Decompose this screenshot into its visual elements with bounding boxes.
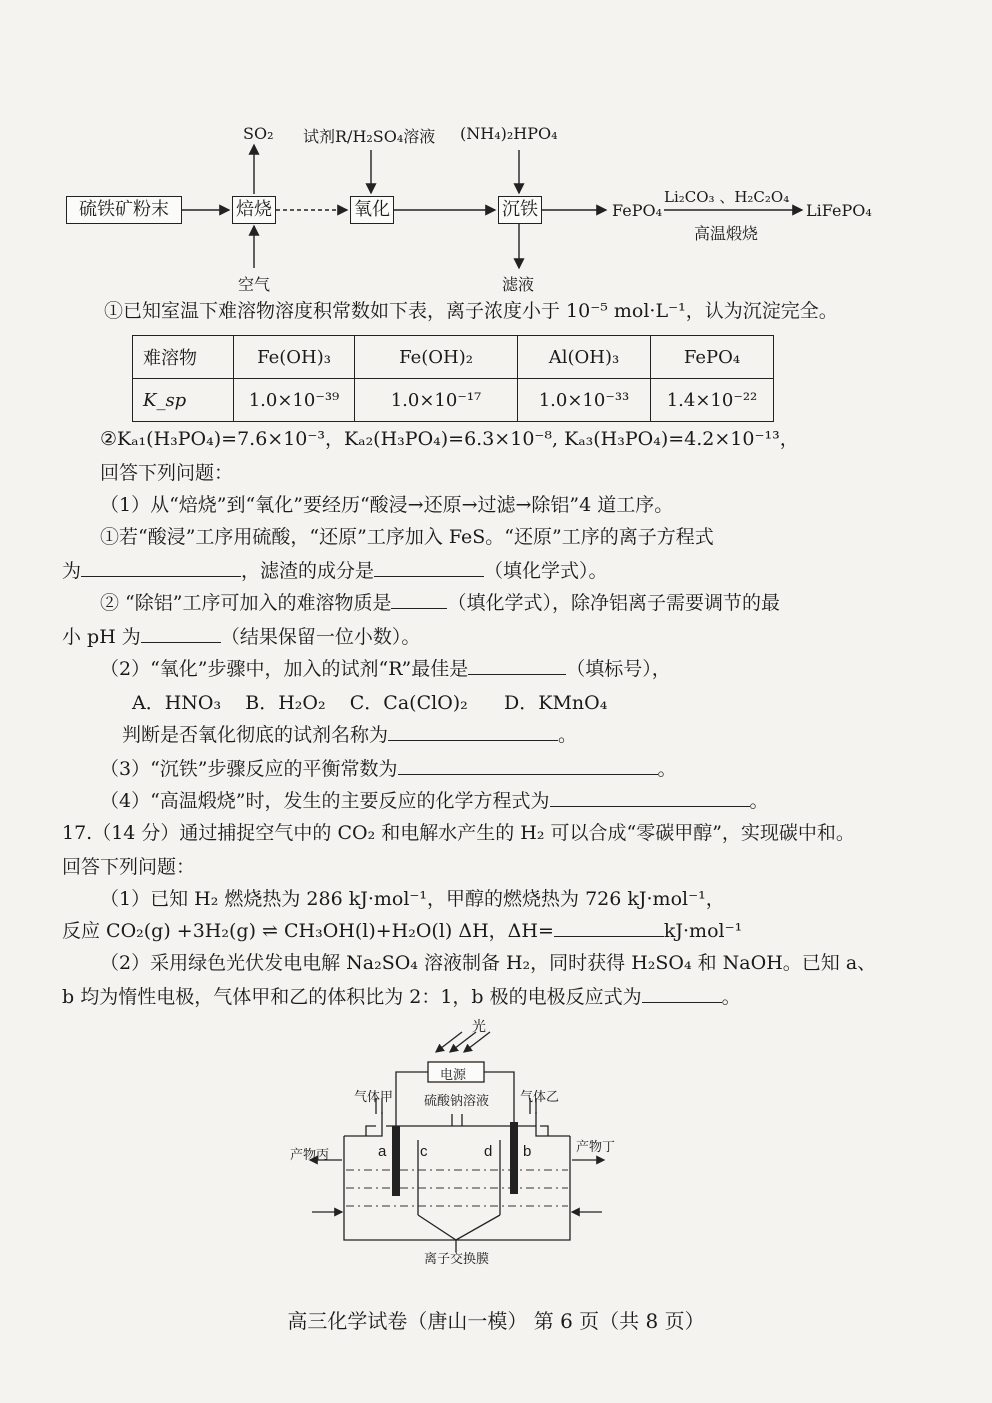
table-cell: 1.4×10⁻²²	[651, 379, 774, 422]
text-fragment: 小 pH 为	[62, 626, 141, 648]
text-fragment: （4）“高温煅烧”时，发生的主要反应的化学方程式为	[100, 790, 550, 812]
note-ka: ②Kₐ₁(H₃PO₄)=7.6×10⁻³，Kₐ₂(H₃PO₄)=6.3×10⁻⁸, Kₐ₃(H₃PO₄)=4.2×10⁻¹³，	[100, 428, 799, 450]
flow-air: 空气	[238, 275, 271, 294]
table-row-label: K_sp	[133, 379, 234, 422]
text-fragment: b 均为惰性电极，气体甲和乙的体积比为 2：1，b 极的电极反应式为	[62, 986, 642, 1008]
product-c-label: 产物丙	[290, 1148, 330, 1163]
light-label: 光	[472, 1019, 486, 1035]
text-fragment: （填标号），	[566, 658, 671, 680]
note-solubility: ①已知室温下难溶物溶度积常数如下表，离子浓度小于 10⁻⁵ mol·L⁻¹，认为沉淀完全。	[104, 300, 838, 322]
text-fragment: 判断是否氧化彻底的试剂名称为	[122, 724, 389, 746]
text-fragment: 。	[749, 790, 769, 812]
solution-label: 硫酸钠溶液	[424, 1094, 490, 1109]
text-line: 回答下列问题：	[100, 462, 234, 484]
q17-text: 17.（14 分）通过捕捉空气中的 CO₂ 和电解水产生的 H₂ 可以合成“零碳甲醇”，实现碳中和。	[62, 822, 855, 844]
q17-1-text: （1）已知 H₂ 燃烧热为 286 kJ·mol⁻¹，甲醇的燃烧热为 726 kJ·mol⁻¹，	[100, 888, 725, 910]
gas-a-label: 气体甲	[354, 1090, 394, 1105]
table-header-cell: Fe(OH)₂	[355, 336, 518, 379]
table-cell: 1.0×10⁻³⁹	[234, 379, 355, 422]
flow-box-roast: 焙烧	[232, 196, 276, 224]
flow-product: LiFePO₄	[806, 201, 872, 220]
flow-below-arrow: 高温煅烧	[694, 224, 759, 243]
membrane-label: 离子交换膜	[424, 1252, 490, 1267]
table-cell: 1.0×10⁻³³	[518, 379, 651, 422]
text-fragment: （2）“氧化”步骤中，加入的试剂“R”最佳是	[100, 658, 469, 680]
text-fragment: 。	[558, 724, 578, 746]
table-header-cell: Fe(OH)₃	[234, 336, 355, 379]
flow-box-oxidize: 氧化	[350, 196, 394, 224]
region-d-label: d	[484, 1143, 493, 1160]
text-fragment: （3）“沉铁”步骤反应的平衡常数为	[100, 758, 398, 780]
text-fragment: ，滤渣的成分是	[241, 560, 375, 582]
region-c-label: c	[420, 1143, 428, 1160]
electrode-b-label: b	[523, 1143, 532, 1160]
text-fragment: （填化学式）。	[484, 560, 608, 582]
table-header-cell: Al(OH)₃	[518, 336, 651, 379]
flow-above-arrow: Li₂CO₃ 、H₂C₂O₄	[664, 188, 790, 206]
text-fragment: ② “除铝”工序可加入的难溶物质是	[100, 592, 392, 614]
page-footer: 高三化学试卷（唐山一模） 第 6 页（共 8 页）	[287, 1309, 705, 1333]
text-fragment: 。	[657, 758, 677, 780]
q17-2-text: （2）采用绿色光伏发电电解 Na₂SO₄ 溶液制备 H₂，同时获得 H₂SO₄ 和 NaOH。已知 a、	[100, 952, 877, 974]
text-line: 回答下列问题：	[62, 856, 196, 878]
flow-box-precip: 沉铁	[498, 196, 542, 224]
table-cell: 1.0×10⁻¹⁷	[355, 379, 518, 422]
flow-reagent: 试剂R/H₂SO₄溶液	[303, 127, 436, 146]
product-d-label: 产物丁	[576, 1140, 616, 1155]
power-label: 电源	[440, 1068, 467, 1083]
flow-filtrate: 滤液	[502, 275, 535, 294]
text-fragment: 反应 CO₂(g) +3H₂(g) ⇌ CH₃OH(l)+H₂O(l) ΔH，ΔH=	[62, 920, 554, 942]
flow-nh4: (NH₄)₂HPO₄	[460, 124, 558, 143]
table-header-cell: FePO₄	[651, 336, 774, 379]
text-fragment: 为	[62, 560, 82, 582]
gas-b-label: 气体乙	[520, 1090, 560, 1105]
text-fragment: （结果保留一位小数）。	[220, 626, 421, 648]
flow-so2: SO₂	[243, 124, 274, 143]
flow-fepo4: FePO₄	[612, 201, 662, 220]
text-fragment: 。	[721, 986, 741, 1008]
q2-options: A．HNO₃ B．H₂O₂ C．Ca(ClO)₂ D．KMnO₄	[132, 692, 608, 714]
q1-text: （1）从“焙烧”到“氧化”要经历“酸浸→还原→过滤→除铝”4 道工序。	[100, 494, 674, 516]
text-fragment: （填化学式），除净铝离子需要调节的最	[447, 592, 780, 614]
electrode-a-label: a	[378, 1143, 387, 1160]
flow-box-start: 硫铁矿粉末	[66, 196, 182, 224]
table-header-cell: 难溶物	[133, 336, 234, 379]
q1a-text: ①若“酸浸”工序用硫酸，“还原”工序加入 FeS。“还原”工序的离子方程式	[100, 526, 714, 548]
text-fragment: kJ·mol⁻¹	[663, 920, 743, 942]
